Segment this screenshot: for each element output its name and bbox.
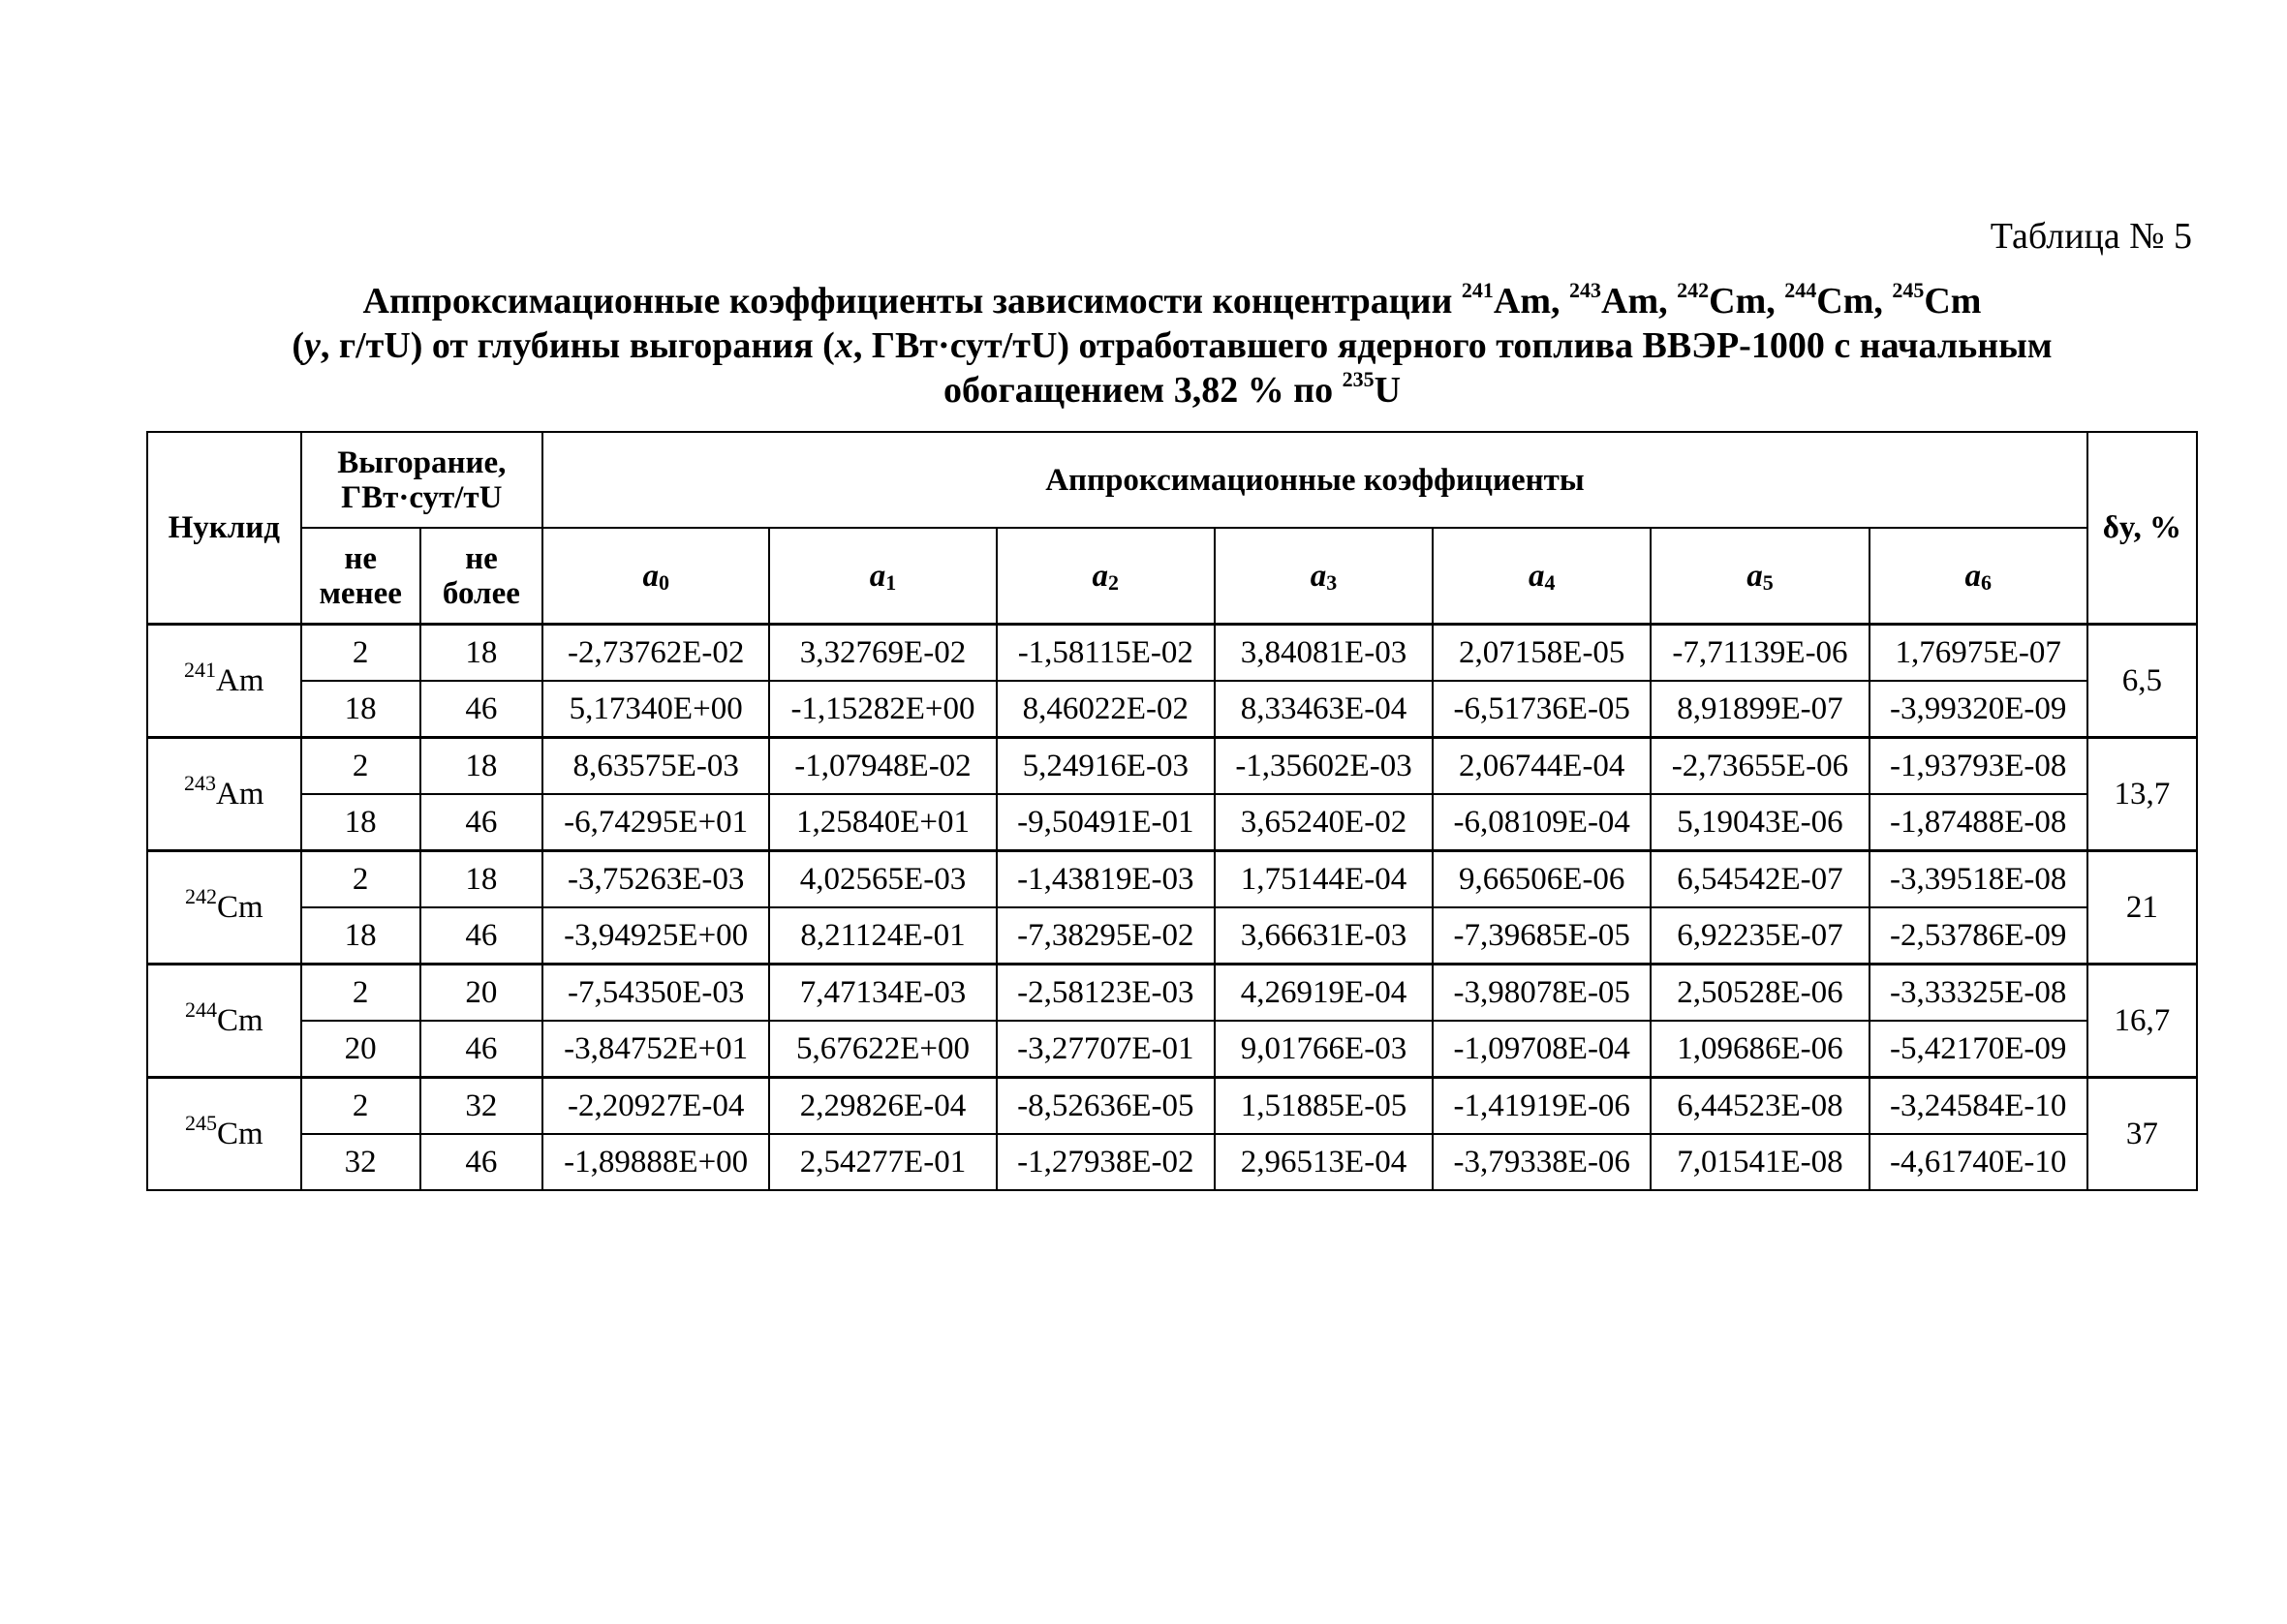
coef-a3-cell: 1,51885E-05 [1215,1078,1433,1135]
coef-a6-cell: -3,39518E-08 [1870,851,2087,908]
burnup-min-cell: 2 [301,851,420,908]
coef-a6-cell: -1,87488E-08 [1870,794,2087,851]
burnup-max-cell: 32 [420,1078,542,1135]
title-var-x: x [834,325,853,366]
title-nuclide-mass: 241 [1461,278,1494,302]
coef-a2-cell: 8,46022E-02 [997,681,1215,738]
title-nuclide-symbol: Cm, [1709,281,1776,322]
table-row [147,1134,2197,1190]
table-number: Таблица № 5 [1990,216,2192,257]
table-row [147,1078,2197,1135]
delta-cell: 13,7 [2087,738,2197,851]
coef-a1-cell: 5,67622E+00 [769,1021,996,1078]
coef-a2-cell: -1,58115E-02 [997,625,1215,682]
burnup-max-cell: 18 [420,738,542,795]
delta-cell: 16,7 [2087,965,2197,1078]
header-burnup: Выгорание, ГВт·сут/тU [301,432,542,528]
coef-a5-cell: 6,44523E-08 [1651,1078,1869,1135]
burnup-min-cell: 2 [301,738,420,795]
coef-a4-cell: -7,39685E-05 [1433,907,1651,965]
title-var-y: y [303,325,321,366]
coef-a1-cell: 3,32769E-02 [769,625,996,682]
nuclide-cell: $^{242}$Cm [147,851,301,965]
coef-a3-cell: 3,65240E-02 [1215,794,1433,851]
coef-a0-cell: -3,75263E-03 [542,851,769,908]
coef-a3-cell: 9,01766E-03 [1215,1021,1433,1078]
coef-a6-cell: -5,42170E-09 [1870,1021,2087,1078]
coef-a6-cell: -3,33325E-08 [1870,965,2087,1022]
burnup-min-cell: 2 [301,625,420,682]
coef-a2-cell: -1,43819E-03 [997,851,1215,908]
coef-a1-cell: 4,02565E-03 [769,851,996,908]
coef-a2-cell: -9,50491E-01 [997,794,1215,851]
burnup-max-cell: 46 [420,794,542,851]
coef-a3-cell: 4,26919E-04 [1215,965,1433,1022]
burnup-min-cell: 20 [301,1021,420,1078]
title-nuclide-symbol: Cm, [1816,281,1883,322]
coef-a5-cell: -2,73655E-06 [1651,738,1869,795]
coef-a1-cell: -1,15282E+00 [769,681,996,738]
title-nuclide-mass: 244 [1784,278,1817,302]
coef-a3-cell: 1,75144E-04 [1215,851,1433,908]
burnup-min-cell: 18 [301,794,420,851]
coef-a0-cell: -7,54350E-03 [542,965,769,1022]
nuclide-cell: $^{245}$Cm [147,1078,301,1191]
title-u-symbol: U [1374,370,1402,411]
table-row [147,851,2197,908]
coef-a4-cell: -3,79338E-06 [1433,1134,1651,1190]
coef-a1-cell: 7,47134E-03 [769,965,996,1022]
burnup-min-cell: 2 [301,1078,420,1135]
header-nuclide: Нуклид [147,432,301,625]
nuclide-cell: $^{243}$Am [147,738,301,851]
coef-a5-cell: 6,54542E-07 [1651,851,1869,908]
burnup-min-cell: 2 [301,965,420,1022]
title-line-3-text: обогащением 3,82 % по [943,370,1334,411]
coef-a4-cell: 9,66506E-06 [1433,851,1651,908]
coef-a1-cell: 2,54277E-01 [769,1134,996,1190]
delta-cell: 6,5 [2087,625,2197,738]
title-nuclide-symbol: Am, [1601,281,1668,322]
coef-a4-cell: 2,06744E-04 [1433,738,1651,795]
coef-a4-cell: -6,08109E-04 [1433,794,1651,851]
title-nuclide-list [1452,278,1982,322]
coef-a3-cell: -1,35602E-03 [1215,738,1433,795]
nuclide-cell: $^{241}$Am [147,625,301,738]
coef-a0-cell: -3,94925E+00 [542,907,769,965]
coef-a2-cell: -3,27707E-01 [997,1021,1215,1078]
coef-a3-cell: 3,84081E-03 [1215,625,1433,682]
coef-a4-cell: -6,51736E-05 [1433,681,1651,738]
burnup-max-cell: 46 [420,681,542,738]
coef-a0-cell: 8,63575E-03 [542,738,769,795]
header-coef-a5: $a_5$ [1651,528,1869,625]
coef-a5-cell: 6,92235E-07 [1651,907,1869,965]
burnup-max-cell: 20 [420,965,542,1022]
title-line-1-text: Аппроксимационные коэффициенты зависимости концентрации [362,281,1453,322]
title-nuclide-mass: 245 [1892,278,1925,302]
burnup-max-cell: 18 [420,625,542,682]
coef-a2-cell: -2,58123E-03 [997,965,1215,1022]
burnup-min-cell: 18 [301,907,420,965]
coef-a3-cell: 8,33463E-04 [1215,681,1433,738]
coef-a0-cell: -1,89888E+00 [542,1134,769,1190]
coef-a6-cell: -2,53786E-09 [1870,907,2087,965]
coefficients-table [146,431,2198,1191]
coef-a4-cell: 2,07158E-05 [1433,625,1651,682]
coef-a5-cell: -7,71139E-06 [1651,625,1869,682]
coef-a3-cell: 3,66631E-03 [1215,907,1433,965]
coef-a5-cell: 2,50528E-06 [1651,965,1869,1022]
coef-a6-cell: -1,93793E-08 [1870,738,2087,795]
table-row [147,794,2197,851]
table-body [147,625,2197,1191]
coef-a4-cell: -1,09708E-04 [1433,1021,1651,1078]
coef-a0-cell: 5,17340E+00 [542,681,769,738]
title-line-2a: , г/тU) от глубины выгорания ( [320,325,835,366]
coef-a0-cell: -3,84752E+01 [542,1021,769,1078]
title-nuclide-symbol: Cm [1924,281,1982,322]
coef-a6-cell: -3,24584E-10 [1870,1078,2087,1135]
coef-a5-cell: 8,91899E-07 [1651,681,1869,738]
coef-a6-cell: 1,76975E-07 [1870,625,2087,682]
title-line-1 [145,279,2199,323]
header-max: не более [420,528,542,625]
table-row [147,965,2197,1022]
coef-a2-cell: -7,38295E-02 [997,907,1215,965]
coef-a0-cell: -2,20927E-04 [542,1078,769,1135]
title-paren: ( [292,325,304,366]
coef-a2-cell: -8,52636E-05 [997,1078,1215,1135]
header-delta: δy, % [2087,432,2197,625]
coef-a3-cell: 2,96513E-04 [1215,1134,1433,1190]
coef-a4-cell: -3,98078E-05 [1433,965,1651,1022]
burnup-min-cell: 32 [301,1134,420,1190]
coef-a5-cell: 1,09686E-06 [1651,1021,1869,1078]
header-coefficients: Аппроксимационные коэффициенты [542,432,2087,528]
delta-cell: 21 [2087,851,2197,965]
table-row [147,1021,2197,1078]
coef-a1-cell: -1,07948E-02 [769,738,996,795]
coef-a1-cell: 2,29826E-04 [769,1078,996,1135]
header-coef-a3: $a_3$ [1215,528,1433,625]
title-line-2 [145,323,2199,368]
title-nuclide-mass: 242 [1677,278,1710,302]
title-nuclide-symbol: Am, [1493,281,1561,322]
coef-a4-cell: -1,41919E-06 [1433,1078,1651,1135]
table-row [147,738,2197,795]
table-row [147,625,2197,682]
coef-a2-cell: 5,24916E-03 [997,738,1215,795]
burnup-max-cell: 18 [420,851,542,908]
table-title [145,279,2199,413]
header-coef-a6: $a_6$ [1870,528,2087,625]
title-u-mass: 235 [1342,367,1375,391]
burnup-max-cell: 46 [420,1134,542,1190]
header-coef-a0: $a_0$ [542,528,769,625]
delta-cell: 37 [2087,1078,2197,1191]
table-row [147,907,2197,965]
burnup-max-cell: 46 [420,1021,542,1078]
header-coef-a1: $a_1$ [769,528,996,625]
header-coef-a2: $a_2$ [997,528,1215,625]
nuclide-cell: $^{244}$Cm [147,965,301,1078]
coef-a1-cell: 1,25840E+01 [769,794,996,851]
coef-a6-cell: -3,99320E-09 [1870,681,2087,738]
coef-a1-cell: 8,21124E-01 [769,907,996,965]
burnup-min-cell: 18 [301,681,420,738]
table-row [147,681,2197,738]
header-min: не менее [301,528,420,625]
burnup-max-cell: 46 [420,907,542,965]
coef-a5-cell: 7,01541E-08 [1651,1134,1869,1190]
coef-a5-cell: 5,19043E-06 [1651,794,1869,851]
coef-a6-cell: -4,61740E-10 [1870,1134,2087,1190]
header-coef-a4: $a_4$ [1433,528,1651,625]
coef-a2-cell: -1,27938E-02 [997,1134,1215,1190]
coef-a0-cell: -2,73762E-02 [542,625,769,682]
coef-a0-cell: -6,74295E+01 [542,794,769,851]
title-line-2b: , ГВт·сут/тU) отработавшего ядерного топлива ВВЭР-1000 с начальным [852,325,2053,366]
title-line-3 [145,368,2199,413]
title-nuclide-mass: 243 [1569,278,1602,302]
